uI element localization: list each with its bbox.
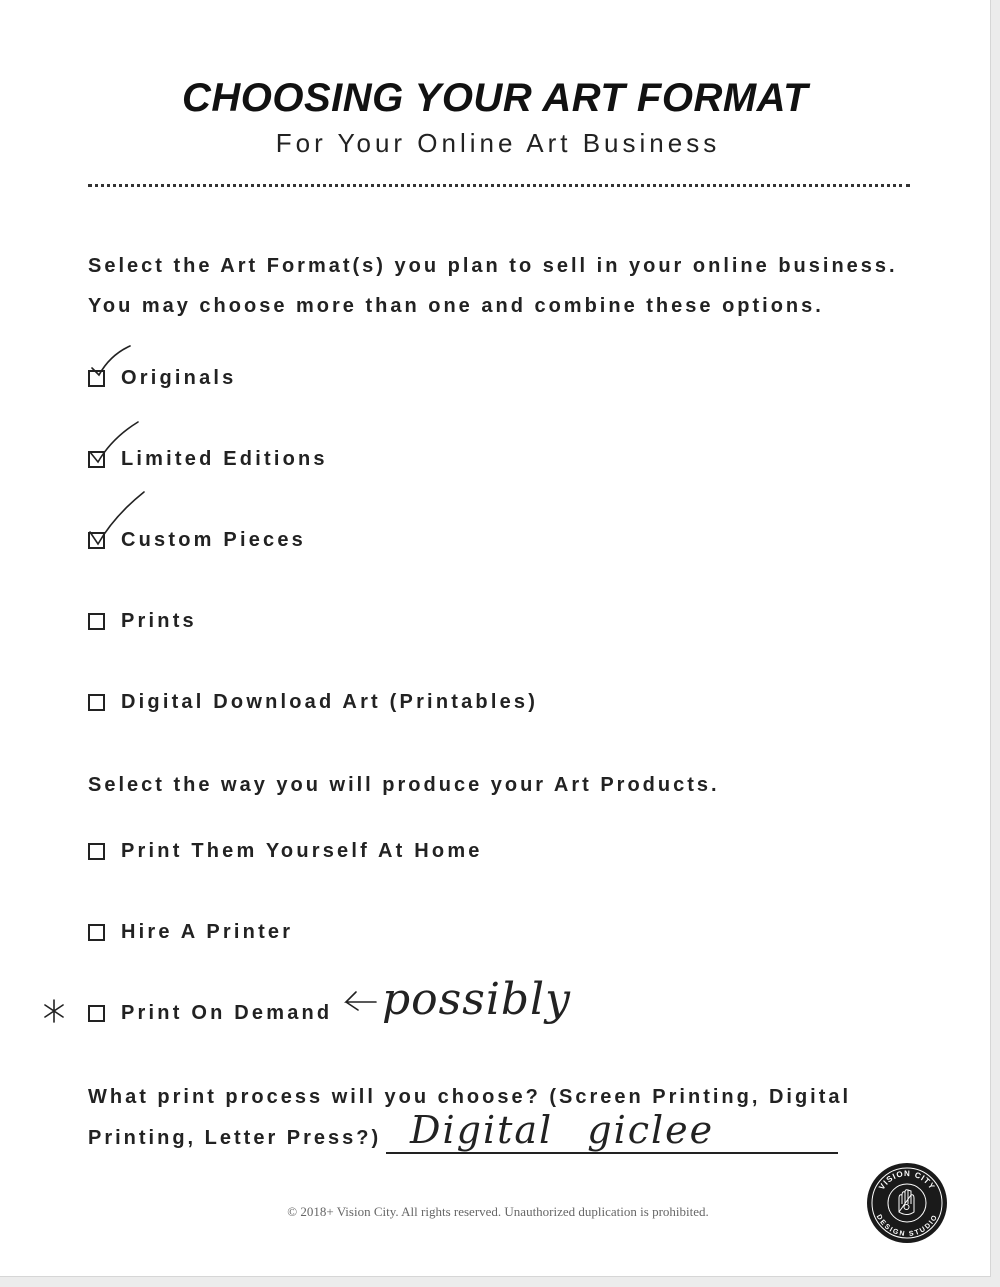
checkbox-limited-editions[interactable] — [88, 451, 105, 468]
option-custom-pieces[interactable] — [88, 527, 306, 553]
checkbox-originals[interactable] — [88, 370, 105, 387]
handwritten-answer[interactable]: Digital giclee — [410, 1108, 715, 1152]
arrow-icon — [340, 988, 378, 1012]
checkbox-digital-download[interactable] — [88, 694, 105, 711]
checkbox-custom-pieces[interactable] — [88, 532, 105, 549]
production-prompt: Select the way you will produce your Art Products. — [88, 774, 720, 796]
option-label: Prints — [121, 609, 197, 632]
option-limited-editions[interactable] — [88, 446, 328, 472]
option-originals[interactable] — [88, 365, 237, 391]
copyright-notice: © 2018+ Vision City. All rights reserved. Unauthorized duplication is prohibited. — [287, 1204, 709, 1219]
option-print-yourself[interactable] — [88, 838, 483, 864]
seal-bottom-text: DESIGN STUDIO — [874, 1213, 940, 1239]
checkbox-print-yourself[interactable] — [88, 843, 105, 860]
answer-underline — [386, 1152, 838, 1154]
asterisk-icon — [42, 998, 66, 1024]
option-hire-printer[interactable] — [88, 919, 293, 945]
option-label: Custom Pieces — [121, 528, 306, 551]
format-prompt-line-2: You may choose more than one and combine these options. — [88, 295, 824, 317]
option-label: Print On Demand — [121, 1001, 333, 1024]
handwritten-possibly: possibly — [382, 974, 571, 1025]
option-label: Originals — [121, 366, 237, 389]
format-prompt-line-1: Select the Art Format(s) you plan to sell in your online business. — [88, 255, 898, 277]
checkbox-print-on-demand[interactable] — [88, 1005, 105, 1022]
option-label: Print Them Yourself At Home — [121, 839, 483, 862]
option-digital-download[interactable] — [88, 689, 538, 715]
vision-city-seal — [866, 1162, 948, 1244]
option-label: Limited Editions — [121, 447, 328, 470]
option-prints[interactable] — [88, 608, 197, 634]
dotted-divider — [88, 184, 910, 187]
checkbox-hire-printer[interactable] — [88, 924, 105, 941]
checkbox-prints[interactable] — [88, 613, 105, 630]
process-prompt-line-2: Printing, Letter Press?) — [88, 1127, 382, 1149]
process-prompt-line-1: What print process will you choose? (Screen Printing, Digital — [88, 1086, 852, 1108]
option-label: Hire A Printer — [121, 920, 294, 943]
option-label: Digital Download Art (Printables) — [121, 690, 539, 713]
page-subtitle: For Your Online Art Business — [275, 128, 721, 158]
handwritten-note — [340, 974, 571, 1025]
option-print-on-demand[interactable] — [88, 1000, 332, 1026]
page-title: CHOOSING YOUR ART FORMAT — [181, 76, 809, 120]
seal-top-text: VISION CITY — [877, 1168, 937, 1192]
